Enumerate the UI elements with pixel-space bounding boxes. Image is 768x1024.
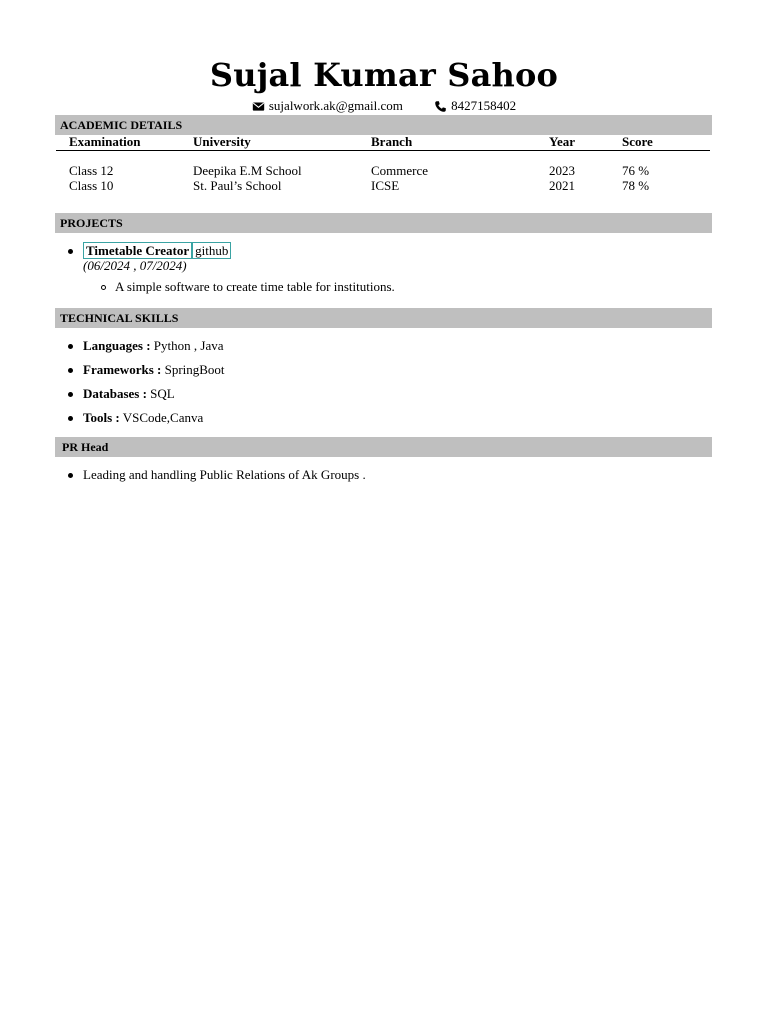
- github-link[interactable]: github: [192, 242, 231, 259]
- contact-line: [0, 98, 768, 117]
- pr-section-header: PR Head: [55, 437, 712, 457]
- col-year: Year: [536, 134, 609, 151]
- bullet-icon: [68, 473, 73, 478]
- skill-label: Tools :: [83, 410, 120, 425]
- table-row: [56, 178, 710, 193]
- skills-section-header: TECHNICAL SKILLS: [55, 308, 712, 328]
- envelope-icon: [252, 100, 265, 113]
- skill-label: Languages :: [83, 338, 151, 353]
- list-item: [68, 243, 231, 259]
- project-name-link[interactable]: Timetable Creator: [83, 242, 192, 259]
- list-item: [68, 338, 224, 354]
- skill-value: SQL: [150, 386, 175, 401]
- skill-value: VSCode,Canva: [122, 410, 204, 425]
- academic-section-header: ACADEMIC DETAILS: [55, 115, 712, 135]
- project-description: A simple software to create time table for institutions.: [115, 279, 395, 294]
- skill-label: Databases :: [83, 386, 147, 401]
- list-item: [68, 467, 366, 483]
- cell: St. Paul’s School: [193, 178, 282, 193]
- project-dates: (06/2024 , 07/2024): [83, 258, 187, 273]
- skill-value: SpringBoot: [164, 362, 225, 377]
- table-header-row: [56, 134, 710, 151]
- list-item: [68, 386, 175, 402]
- bullet-icon: [68, 416, 73, 421]
- phone-contact[interactable]: [434, 98, 516, 114]
- phone-text: 8427158402: [451, 98, 517, 113]
- academic-table: [56, 134, 710, 193]
- list-item: [68, 410, 203, 426]
- skill-value: Python , Java: [153, 338, 224, 353]
- projects-section-header: PROJECTS: [55, 213, 712, 233]
- col-university: University: [180, 134, 358, 151]
- list-item: [68, 362, 225, 378]
- col-examination: Examination: [56, 134, 180, 151]
- cell: Deepika E.M School: [193, 163, 302, 178]
- bullet-icon: [68, 368, 73, 373]
- candidate-name: Sujal Kumar Sahoo: [209, 56, 559, 94]
- pr-item-text: Leading and handling Public Relations of Ak Groups .: [83, 467, 366, 482]
- email-text: sujalwork.ak@gmail.com: [268, 98, 403, 113]
- cell: 2023: [549, 163, 575, 178]
- skill-label: Frameworks :: [83, 362, 162, 377]
- cell: Class 12: [69, 163, 114, 178]
- col-branch: Branch: [358, 134, 536, 151]
- cell: Class 10: [69, 178, 114, 193]
- phone-icon: [434, 100, 447, 113]
- cell: 76 %: [622, 163, 650, 178]
- cell: 2021: [549, 178, 575, 193]
- table-row: [56, 163, 710, 178]
- cell: ICSE: [371, 178, 400, 193]
- bullet-icon: [68, 344, 73, 349]
- bullet-icon: [68, 392, 73, 397]
- list-item: [101, 279, 395, 295]
- sub-bullet-icon: [101, 285, 106, 290]
- bullet-icon: [68, 249, 73, 254]
- col-score: Score: [609, 134, 710, 151]
- email-contact[interactable]: [252, 98, 403, 114]
- cell: Commerce: [371, 163, 429, 178]
- cell: 78 %: [622, 178, 650, 193]
